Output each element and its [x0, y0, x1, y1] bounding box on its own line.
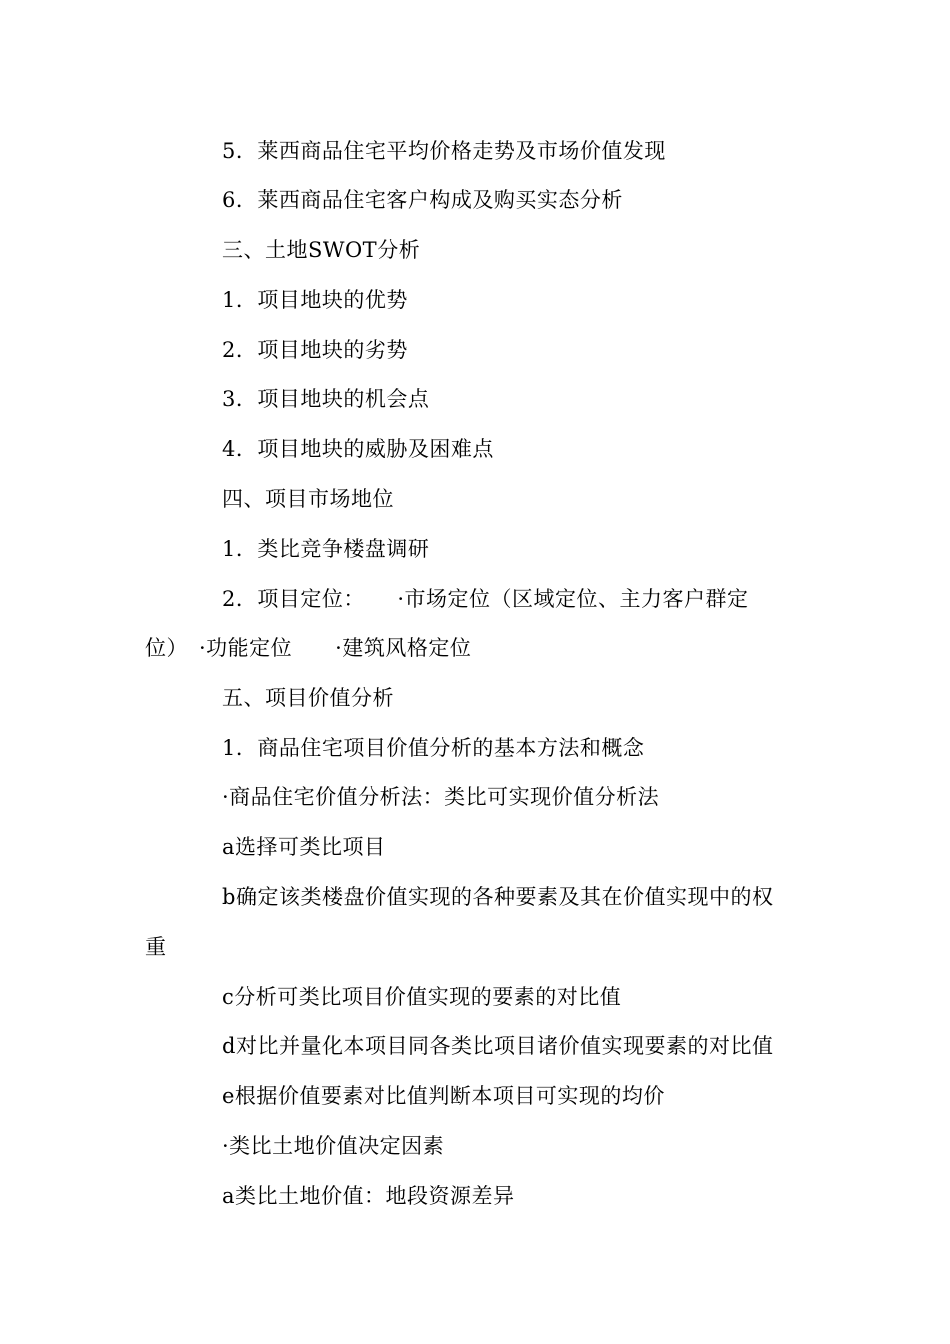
section-heading-swot: 三、土地SWOT分析 — [222, 238, 421, 262]
outline-item-weaknesses: 2．项目地块的劣势 — [222, 338, 408, 362]
outline-item-competitor-research: 1．类比竞争楼盘调研 — [222, 537, 430, 561]
section-heading-market-position: 四、项目市场地位 — [222, 487, 394, 511]
outline-item-strengths: 1．项目地块的优势 — [222, 288, 408, 312]
sub-item-d-compare: d对比并量化本项目同各类比项目诸价值实现要素的对比值 — [222, 1034, 774, 1058]
section-heading-value-analysis: 五、项目价值分析 — [222, 686, 394, 710]
bullet-item-land-factors: ·类比土地价值决定因素 — [222, 1134, 445, 1158]
sub-item-e-judge: e根据价值要素对比值判断本项目可实现的均价 — [222, 1084, 665, 1108]
sub-item-b-determine: b确定该类楼盘价值实现的各种要素及其在价值实现中的权 — [222, 885, 774, 909]
outline-item-opportunities: 3．项目地块的机会点 — [222, 387, 430, 411]
sub-item-a-land-value: a类比土地价值：地段资源差异 — [222, 1184, 515, 1208]
outline-item-6-customer-analysis: 6．莱西商品住宅客户构成及购买实态分析 — [222, 188, 623, 212]
bullet-item-value-method: ·商品住宅价值分析法：类比可实现价值分析法 — [222, 785, 660, 809]
outline-item-positioning: 2．项目定位： ·市场定位（区域定位、主力客户群定 — [222, 587, 749, 611]
sub-item-b-continued: 重 — [145, 935, 167, 959]
outline-item-positioning-continued: 位） ·功能定位 ·建筑风格定位 — [145, 636, 472, 660]
sub-item-c-analyze: c分析可类比项目价值实现的要素的对比值 — [222, 985, 622, 1009]
outline-item-threats: 4．项目地块的威胁及困难点 — [222, 437, 494, 461]
outline-item-basic-methods: 1．商品住宅项目价值分析的基本方法和概念 — [222, 736, 645, 760]
outline-item-5-price-trend: 5．莱西商品住宅平均价格走势及市场价值发现 — [222, 139, 666, 163]
sub-item-a-select: a选择可类比项目 — [222, 835, 386, 859]
